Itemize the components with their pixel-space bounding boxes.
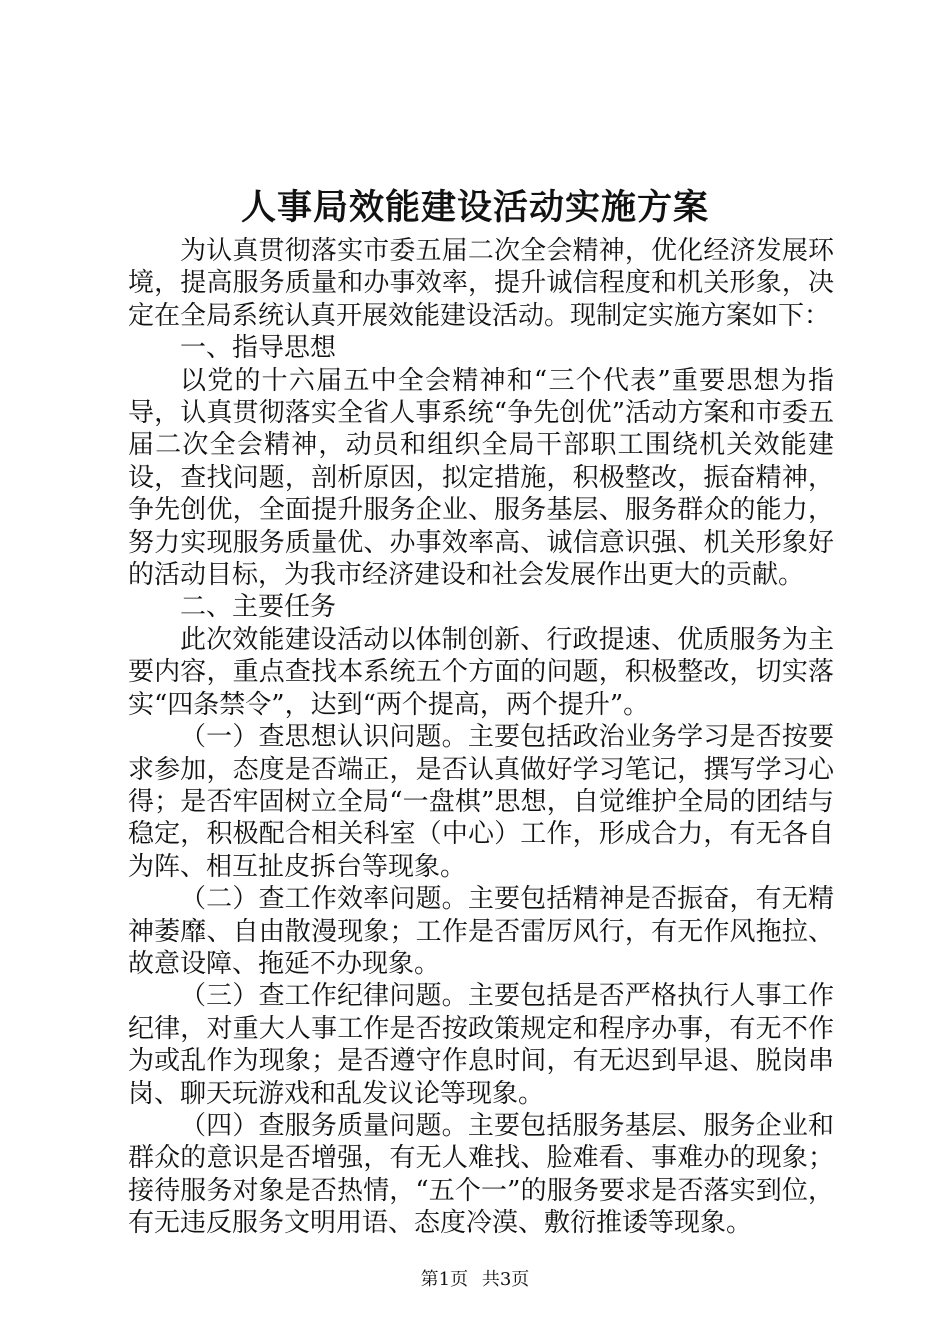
intro-paragraph: 为认真贯彻落实市委五届二次全会精神，优化经济发展环境，提高服务质量和办事效率，提升诚信程度和机关形象，决定在全局系统认真开展效能建设活动。现制定实施方案如下：: [128, 236, 834, 331]
task-item-2: （二）查工作效率问题。主要包括精神是否振奋，有无精神萎靡、自由散漫现象；工作是否雷厉风行，有无作风拖拉、故意设障、拖延不办现象。: [128, 884, 834, 979]
task-item-1: （一）查思想认识问题。主要包括政治业务学习是否按要求参加，态度是否端正，是否认真做好学习笔记，撰写学习心得；是否牢固树立全局“一盘棋”思想，自觉维护全局的团结与稳定，积极配合相关科室（中心）工作，形成合力，有无各自为阵、相互扯皮拆台等现象。: [128, 722, 834, 882]
section-heading-main-tasks: 二、主要任务: [180, 592, 337, 623]
main-tasks-paragraph: 此次效能建设活动以体制创新、行政提速、优质服务为主要内容，重点查找本系统五个方面的问题，积极整改，切实落实“四条禁令”，达到“两个提高，两个提升”。: [128, 624, 834, 720]
page-footer: [0, 1268, 950, 1292]
page-total: 共3页: [481, 1269, 530, 1290]
page-number: 第1页: [420, 1269, 469, 1290]
document-body: [128, 235, 834, 1240]
task-item-3: （三）查工作纪律问题。主要包括是否严格执行人事工作纪律，对重大人事工作是否按政策规定和程序办事，有无不作为或乱作为现象；是否遵守作息时间，有无迟到早退、脱岗串岗、聊天玩游戏和乱发议论等现象。: [128, 981, 834, 1109]
guiding-thought-paragraph: 以党的十六届五中全会精神和“三个代表”重要思想为指导，认真贯彻落实全省人事系统“争先创优”活动方案和市委五届二次全会精神，动员和组织全局干部职工围绕机关效能建设，查找问题，剖析原因，拟定措施，积极整改，振奋精神，争先创优，全面提升服务企业、服务基层、服务群众的能力，努力实现服务质量优、办事效率高、诚信意识强、机关形象好的活动目标，为我市经济建设和社会发展作出更大的贡献。: [128, 365, 834, 591]
section-heading-guiding-thought: 一、指导思想: [180, 333, 337, 364]
document-title: 人事局效能建设活动实施方案: [240, 187, 709, 228]
task-item-4: （四）查服务质量问题。主要包括服务基层、服务企业和群众的意识是否增强，有无人难找、脸难看、事难办的现象；接待服务对象是否热情，“五个一”的服务要求是否落实到位，有无违反服务文明用语、态度冷漠、敷衍推诿等现象。: [128, 1110, 834, 1239]
